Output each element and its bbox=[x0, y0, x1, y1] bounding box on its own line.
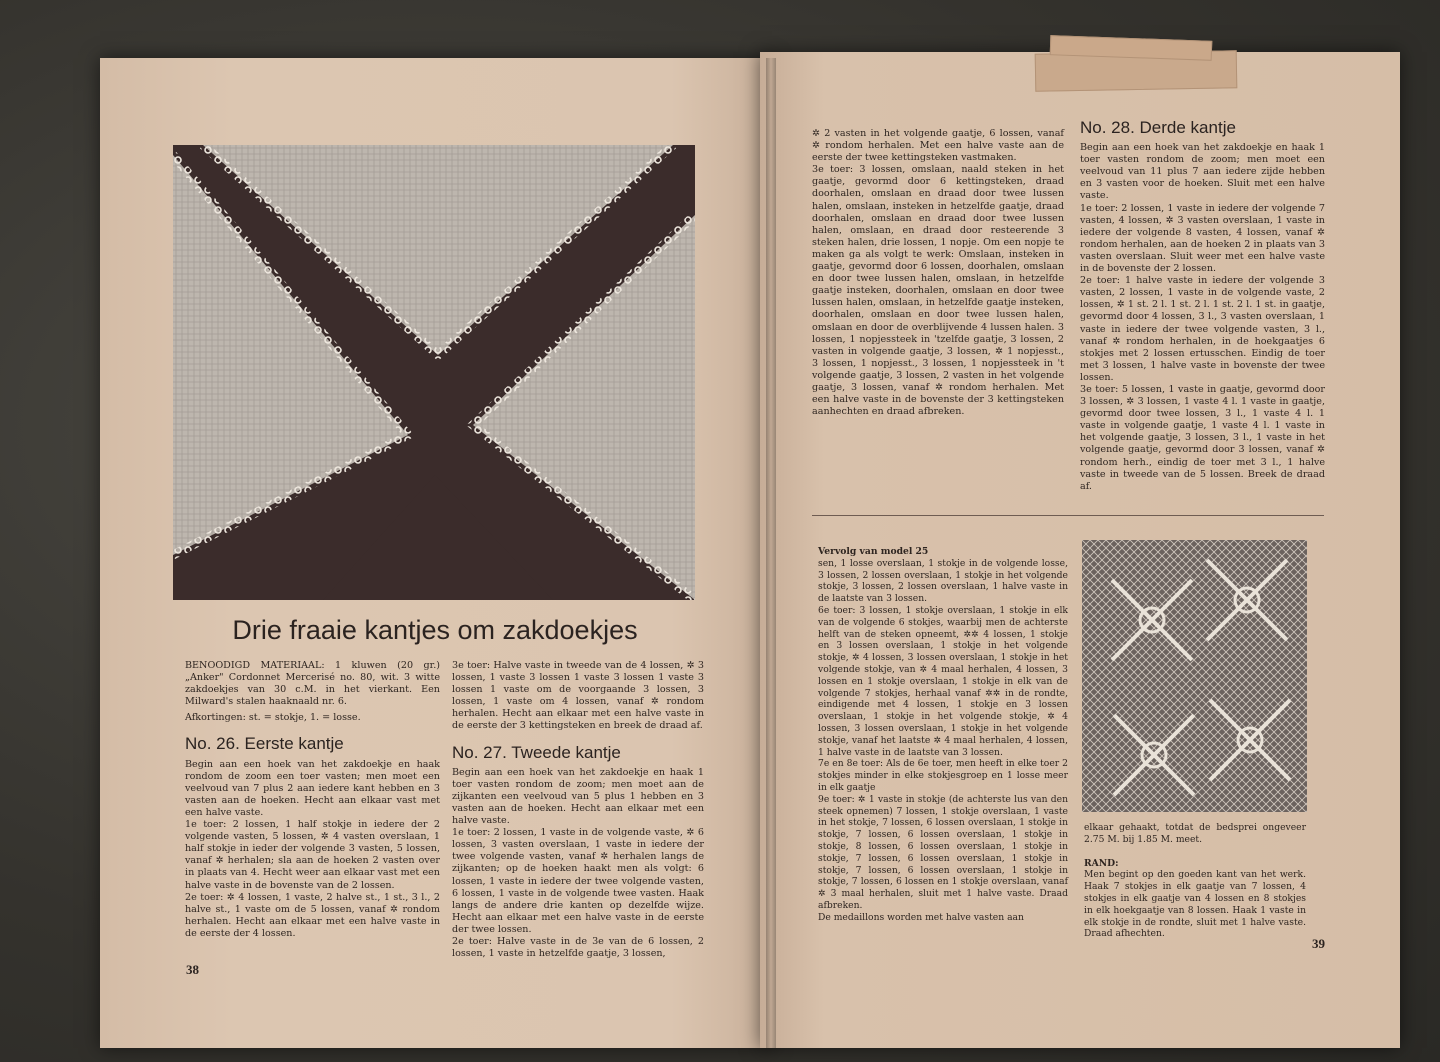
vervolg-text: sen, 1 losse overslaan, 1 stokje in de volgende losse, 3 lossen, 2 lossen overslaan, 1 stokje in het volgende stokje, 3 lossen, 2 lossen overslaan, 1 halve vaste in de laatste van 3 lossen. bbox=[818, 557, 1068, 605]
no27-toer2: 2e toer: Halve vaste in de 3e van de 6 lossen, 2 lossen, 1 vaste in hetzelfde gaatje, 3 lossen, bbox=[452, 935, 704, 960]
section-divider bbox=[812, 515, 1324, 516]
handkerchief-photo bbox=[173, 145, 695, 600]
no28-toer1: 1e toer: 2 lossen, 1 vaste in iedere der volgende 7 vasten, 4 lossen, ✲ 3 vasten overslaan, 1 vaste in iedere der volgende 8 vasten, 4 lossen, vanaf ✲ rondom herhalen, aan de hoeken 2 in plaats van 3 vasten overslaan. Sluit weer met een halve vaste in de bovenste der 2 lossen. bbox=[1080, 202, 1325, 275]
no26-title: No. 26. Eerste kantje bbox=[185, 734, 344, 754]
no28-toer3: 3e toer: 5 lossen, 1 vaste in gaatje, gevormd door 3 lossen, ✲ 3 lossen, 1 vaste 4 l. 1 vaste in gaatje, gevormd door twee lossen, 3 l., 1 vaste 4 l. 1 vaste in volgende gaatje, 1 vaste 4 l. 1 vaste in het volgende gaatje, 3 lossen, 3 l., 1 vaste in het volgende gaatje, gevormd door 3 lossen, vanaf ✲ rondom herh., eindig de toer met 3 l., 1 halve vaste in tweede van de 5 lossen. Breek de draad af. bbox=[1080, 383, 1325, 492]
page-headline: Drie fraaie kantjes om zakdoekjes bbox=[232, 615, 638, 645]
abbreviations-text: Afkortingen: st. = stokje, 1. = losse. bbox=[185, 712, 361, 724]
page-number-left: 38 bbox=[186, 962, 199, 977]
no27-title: No. 27. Tweede kantje bbox=[452, 742, 621, 762]
no28-toer2: 2e toer: 1 halve vaste in iedere der volgende 3 vasten, 2 lossen, 1 vaste in de volgende vaste, 2 lossen, ✲ 1 st. 2 l. 1 st. 2 l. 1 st. 2 l. 1 st. in gaatje, gevormd door 4 lossen, 3 l., 3 vasten overslaan, 1 vaste in iedere der twee volgende vasten, 3 l., vanaf ✲ rondom herhalen, in de hoekgaatjes 6 stokjes met 2 lossen ertusschen. Eindig de toer met 3 lossen, 1 halve vaste in bovenste der twee lossen. bbox=[1080, 275, 1325, 383]
no26-intro: Begin aan een hoek van het zakdoekje en haak rondom de zoom een toer vasten; men moet een veelvoud van 7 plus 2 aan iedere kant hebben en 3 vasten aan de hoeken. Hecht aan elkaar vast met een halve vaste. bbox=[185, 758, 440, 818]
no26-toer1: 1e toer: 2 lossen, 1 half stokje in iedere der 2 volgende vasten, 5 lossen, ✲ 4 vasten overslaan, 1 half stokje in ieder der volgende 3 vasten, 5 lossen, vanaf ✲ herhalen; sla aan de hoeken 2 vasten over in plaats van 4. Hecht weer aan elkaar vast met een halve vaste in de bovenste van de 2 lossen. bbox=[185, 819, 440, 891]
material-text: BENOODIGD MATERIAAL: 1 kluwen (20 gr.) „Anker" Cordonnet Mercerisé no. 80, wit. 3 witte zakdoekjes van 30 c.M. in het vierkant. Een Milward's stalen haaknaald nr. 6. bbox=[185, 660, 440, 708]
rand-text: Men begint op den goeden kant van het werk. Haak 7 stokjes in elk gaatje van 7 lossen, 4 stokjes in elk gaatje van 4 lossen en 8 stokjes in elk hoekgaatje van 8 lossen. Haak 1 vaste in elk stokje in de rondte, sluit met 1 halve vaste. Draad afhechten. bbox=[1084, 869, 1306, 940]
vervolg-toer6: 6e toer: 3 lossen, 1 stokje overslaan, 1 stokje in elk van de volgende 6 stokjes, waarbij men de achterste helft van de steken opneemt, ✲✲ 4 lossen, 1 stokje en 3 lossen overslaan, 1 stokje in het volgende stokje, ✲ 4 lossen, 3 lossen overslaan, 1 stokje in het volgende stokje, van ✲ 4 maal herhalen, 4 lossen, 3 lossen en 1 stokje overslaan, 1 stokje in elk van de volgende 7 stokjes, herhaal vanaf ✲✲ in de rondte, eindigende met 4 lossen, 1 stokje en 3 lossen overslaan, 1 stokje in het volgende stokje, ✲ 4 lossen, 3 lossen overslaan, 1 stokje in het volgende stokje, vanaf het laatste ✲ 4 maal herhalen, 4 lossen, 1 halve vaste in de laatste van 3 lossen. bbox=[818, 604, 1068, 758]
vervolg-toer78: 7e en 8e toer: Als de 6e toer, men heeft in elke toer 2 stokjes minder in elke stokjesgroep en 1 losse meer in elk gaatje bbox=[818, 758, 1068, 793]
left-column-2 bbox=[452, 660, 704, 960]
bedspread-lace-photo bbox=[1082, 540, 1307, 812]
vervolg-end: De medaillons worden met halve vasten aan bbox=[818, 911, 1024, 923]
right-column-1 bbox=[812, 128, 1064, 418]
right-column-3 bbox=[818, 546, 1068, 924]
no27-intro: Begin aan een hoek van het zakdoekje en haak 1 toer vasten rondom de zoom; men moet aan de zijkanten een veelvoud van 5 plus 1 hebben en 3 vasten aan de hoeken. Hecht aan elkaar met een halve vaste. bbox=[452, 766, 704, 827]
no26-toer2: 2e toer: ✲ 4 lossen, 1 vaste, 2 halve st., 1 st., 3 l., 2 halve st., 1 vaste om de 5 lossen, vanaf ✲ rondom herhalen. Hecht aan elkaar met een halve vaste in de eerste der 4 lossen. bbox=[185, 891, 440, 939]
bedspread-caption: elkaar gehaakt, totdat de bedsprei ongeveer 2.75 M. bij 1.85 M. meet. bbox=[1084, 822, 1306, 845]
page-number-right: 39 bbox=[1312, 936, 1325, 951]
right-column-2 bbox=[1080, 118, 1325, 493]
rand-title: RAND: bbox=[1084, 857, 1119, 869]
vervolg-title: Vervolg van model 25 bbox=[818, 546, 929, 557]
right-column-4 bbox=[1084, 822, 1306, 940]
no27-continued: ✲ 2 vasten in het volgende gaatje, 6 lossen, vanaf ✲ rondom herhalen. Met een halve vaste aan de eerste der twee kettingsteken vastmaken. bbox=[812, 128, 1064, 164]
book-spine bbox=[766, 58, 776, 1048]
no28-intro: Begin aan een hoek van het zakdoekje en haak 1 toer vasten rondom de zoom; men moet een veelvoud van 11 plus 7 aan iedere zijde hebben en 3 vasten voor de hoeken. Sluit met een halve vaste. bbox=[1080, 142, 1325, 202]
vervolg-toer9: 9e toer: ✲ 1 vaste in stokje (de achterste lus van den steek opnemen) 7 lossen, 1 stokje overslaan, 1 vaste in het stokje, 7 lossen, 6 lossen overslaan, 1 stokje in stokje, 7 lossen, 6 lossen overslaan, 1 stokje in stokje, 8 lossen, 6 lossen overslaan, 1 stokje in stokje, 7 lossen, 6 lossen overslaan, 1 stokje in stokje, 7 lossen, 6 lossen overslaan, 1 stokje in stokje, 7 lossen, 6 lossen en 1 stokje overslaan, vanaf ✲ 3 maal herhalen, sluit met 1 halve vaste. Draad afbreken. bbox=[818, 793, 1068, 911]
no28-title: No. 28. Derde kantje bbox=[1080, 118, 1236, 137]
no26-toer3: 3e toer: Halve vaste in tweede van de 4 lossen, ✲ 3 lossen, 1 vaste 3 lossen 1 vaste 3 lossen 1 vaste 3 lossen 1 vaste om de voorgaande 3 lossen, 3 lossen, 1 vaste om 4 lossen, vanaf ✲ rondom herhalen. Hecht aan elkaar met een halve vaste in de eerste der 3 kettingsteken en breek de draad af. bbox=[452, 660, 704, 732]
left-column-1 bbox=[185, 660, 440, 940]
no27-toer1: 1e toer: 2 lossen, 1 vaste in de volgende vaste, ✲ 6 lossen, 3 vasten overslaan, 1 vaste in iedere der twee volgende vasten, vanaf ✲ herhalen langs de zijkanten; op de hoeken haakt men als volgt: 6 lossen, 1 vaste in iedere der twee volgende vasten, 6 lossen, 1 vaste in de volgende twee vasten. Haak langs de andere drie kanten op dezelfde wijze. Hecht aan elkaar met een halve vaste in de eerste der twee lossen. bbox=[452, 827, 704, 935]
no27-toer3: 3e toer: 3 lossen, omslaan, naald steken in het gaatje, gevormd door 6 kettingsteken, draad doorhalen, omslaan en draad door twee lussen halen, omslaan, insteken in hetzelfde gaatje, draad doorhalen, omslaan en draad door twee lussen halen, omslaan, en draad door resteerende 3 steken halen, drie lossen, 1 nopje. Om een nopje te maken ga als volgt te werk: Omslaan, insteken in gaatje, gevormd door 6 lossen, doorhalen, omslaan en door twee lussen halen, omslaan, in hetzelfde gaatje insteken, doorhalen, omslaan en door twee lussen halen, omslaan, in hetzelfde gaatje insteken, doorhalen, omslaan en door twee lussen halen, omslaan en door de overblijvende 4 lussen halen. 3 lossen, 1 nopjessteek in 'tzelfde gaatje, 3 lossen, 2 vasten in volgende gaatje, 3 lossen, ✲ 1 nopjesst., 3 lossen, 1 nopjesst., 3 lossen, 1 nopjessteek in 't volgende gaatje, 3 lossen, 2 vasten in het volgende gaatje, 3 lossen, vanaf ✲ rondom herhalen. Met een halve vaste in de bovenste der 3 kettingsteken aanhechten en draad afbreken. bbox=[812, 164, 1064, 418]
